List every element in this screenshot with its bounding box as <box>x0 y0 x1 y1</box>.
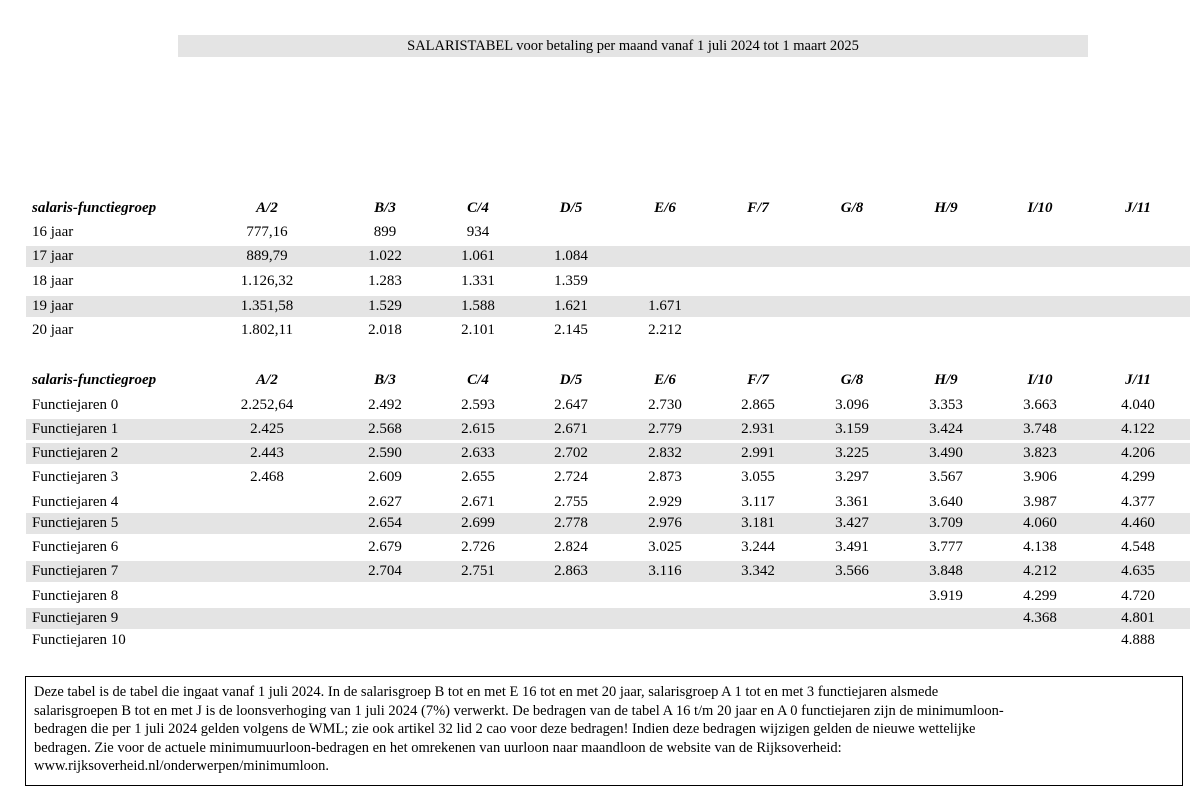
table-row <box>26 271 1190 292</box>
table-row <box>26 492 1190 513</box>
cell-value: 2.724 <box>554 469 588 485</box>
cell-value <box>718 246 798 267</box>
cell-value: 3.709 <box>929 515 963 531</box>
table-row <box>26 467 1190 488</box>
cell-value: 2.671 <box>461 494 495 510</box>
cell-value: 3.987 <box>1023 494 1057 510</box>
cell-value <box>906 246 986 267</box>
note-line: www.rijksoverheid.nl/onderwerpen/minimumloon. <box>34 758 330 774</box>
cell-value: 2.865 <box>741 397 775 413</box>
cell-value <box>906 630 986 651</box>
cell-value: 2.212 <box>648 322 682 338</box>
cell-value: 3.424 <box>929 421 963 437</box>
cell-value: 3.823 <box>1023 445 1057 461</box>
cell-value <box>812 630 892 651</box>
note-line: bedragen. Zie voor de actuele minimumuurloon-bedragen en het omrekenen van uurloon naar maandloon de website van de Rijksoverheid: <box>34 739 842 756</box>
cell-value <box>812 608 892 629</box>
cell-value: A/2 <box>256 200 278 216</box>
cell-value <box>1098 222 1178 243</box>
row-label: 16 jaar <box>32 224 74 240</box>
cell-value: 1.359 <box>554 273 588 289</box>
cell-value: 1.671 <box>648 298 682 314</box>
cell-value <box>1000 246 1080 267</box>
cell-value: 2.873 <box>648 469 682 485</box>
cell-value <box>1000 630 1080 651</box>
cell-value: 4.377 <box>1121 494 1155 510</box>
cell-value <box>227 513 307 534</box>
cell-value: 3.159 <box>835 421 869 437</box>
cell-value: 2.755 <box>554 494 588 510</box>
table-row <box>26 586 1190 607</box>
cell-value: 777,16 <box>246 224 288 240</box>
cell-value: C/4 <box>467 200 489 216</box>
cell-value <box>227 630 307 651</box>
cell-value <box>438 608 518 629</box>
cell-value <box>718 630 798 651</box>
cell-value <box>1000 320 1080 341</box>
row-label: salaris-functiegroep <box>32 200 157 216</box>
cell-value: 2.018 <box>368 322 402 338</box>
cell-value: D/5 <box>559 200 583 216</box>
cell-value: 2.730 <box>648 397 682 413</box>
cell-value: 2.593 <box>461 397 495 413</box>
table-row <box>26 443 1190 464</box>
cell-value: 2.704 <box>368 563 402 579</box>
cell-value: 899 <box>373 224 397 240</box>
cell-value: 3.096 <box>835 397 869 413</box>
note-line: Deze tabel is de tabel die ingaat vanaf 1 juli 2024. In de salarisgroep B tot en met E 16 tot en met 20 jaar, salarisgroep A 1 tot en met 3 functiejaren alsmede <box>34 684 939 700</box>
table-row <box>26 320 1190 341</box>
cell-value <box>227 586 307 607</box>
cell-value: 2.751 <box>461 563 495 579</box>
cell-value: 3.244 <box>741 539 775 555</box>
cell-value <box>718 608 798 629</box>
cell-value: 2.145 <box>554 322 588 338</box>
row-label: 20 jaar <box>32 322 74 338</box>
cell-value: J/11 <box>1125 372 1151 388</box>
cell-value: 3.427 <box>835 515 869 531</box>
cell-value: 2.654 <box>368 515 402 531</box>
cell-value: 2.468 <box>250 469 284 485</box>
cell-value <box>906 320 986 341</box>
cell-value <box>1098 271 1178 292</box>
cell-value: 3.116 <box>648 563 682 579</box>
cell-value: 934 <box>466 224 490 240</box>
cell-value: 2.699 <box>461 515 495 531</box>
page-title: SALARISTABEL voor betaling per maand vanaf 1 juli 2024 tot 1 maart 2025 <box>178 35 1088 57</box>
cell-value: 1.084 <box>554 248 588 264</box>
cell-value: 3.919 <box>929 588 963 604</box>
note-box <box>25 676 1183 786</box>
cell-value: 2.609 <box>368 469 402 485</box>
row-label: Functiejaren 7 <box>32 563 119 579</box>
cell-value: 1.061 <box>461 248 495 264</box>
cell-value: 2.976 <box>648 515 682 531</box>
cell-value: 3.848 <box>929 563 963 579</box>
cell-value: H/9 <box>934 200 958 216</box>
row-label: Functiejaren 1 <box>32 421 119 437</box>
cell-value: 4.720 <box>1121 588 1155 604</box>
cell-value: 2.627 <box>368 494 402 510</box>
table-header <box>26 370 1190 391</box>
cell-value <box>718 586 798 607</box>
table-row <box>26 537 1190 558</box>
note-line: bedragen die per 1 juli 2024 gelden volgens de WML; zie ook artikel 32 lid 2 cao voor deze bedragen! Indien deze bedragen wijzigen gelden de nieuwe wettelijke <box>34 721 976 737</box>
cell-value: F/7 <box>747 200 769 216</box>
table-row <box>26 395 1190 416</box>
cell-value <box>227 608 307 629</box>
cell-value: 4.299 <box>1121 469 1155 485</box>
cell-value <box>1000 222 1080 243</box>
row-label: 18 jaar <box>32 273 74 289</box>
cell-value <box>906 296 986 317</box>
cell-value: 4.060 <box>1023 515 1057 531</box>
cell-value <box>718 271 798 292</box>
cell-value: 3.567 <box>929 469 963 485</box>
cell-value: 1.529 <box>368 298 402 314</box>
row-label: Functiejaren 10 <box>32 632 126 648</box>
cell-value: 4.801 <box>1121 610 1155 626</box>
cell-value <box>345 586 425 607</box>
cell-value: 1.283 <box>368 273 402 289</box>
cell-value: 3.025 <box>648 539 682 555</box>
row-label: Functiejaren 3 <box>32 469 119 485</box>
cell-value <box>1000 296 1080 317</box>
table-row <box>26 246 1190 267</box>
cell-value: 3.663 <box>1023 397 1057 413</box>
cell-value: 2.929 <box>648 494 682 510</box>
cell-value: 3.490 <box>929 445 963 461</box>
cell-value: 2.633 <box>461 445 495 461</box>
cell-value: 1.802,11 <box>241 322 293 338</box>
cell-value <box>625 222 705 243</box>
cell-value <box>227 537 307 558</box>
cell-value <box>531 630 611 651</box>
row-label: Functiejaren 8 <box>32 588 119 604</box>
row-label: Functiejaren 6 <box>32 539 119 555</box>
row-label: salaris-functiegroep <box>32 372 157 388</box>
cell-value: 2.647 <box>554 397 588 413</box>
cell-value: 2.590 <box>368 445 402 461</box>
cell-value: 2.931 <box>741 421 775 437</box>
cell-value: 3.225 <box>835 445 869 461</box>
cell-value: 3.491 <box>835 539 869 555</box>
cell-value: B/3 <box>374 200 396 216</box>
table-row <box>26 513 1190 534</box>
cell-value <box>812 586 892 607</box>
cell-value: 2.492 <box>368 397 402 413</box>
table-row <box>26 296 1190 317</box>
cell-value <box>345 630 425 651</box>
cell-value: 3.748 <box>1023 421 1057 437</box>
cell-value: E/6 <box>654 372 676 388</box>
row-label: Functiejaren 2 <box>32 445 119 461</box>
cell-value <box>812 296 892 317</box>
cell-value: 3.117 <box>741 494 775 510</box>
cell-value: 2.443 <box>250 445 284 461</box>
cell-value <box>625 586 705 607</box>
cell-value: 2.671 <box>554 421 588 437</box>
cell-value: 2.863 <box>554 563 588 579</box>
cell-value <box>531 586 611 607</box>
cell-value: A/2 <box>256 372 278 388</box>
cell-value: 4.040 <box>1121 397 1155 413</box>
cell-value: 4.548 <box>1121 539 1155 555</box>
note-line: salarisgroepen B tot en met J is de loonsverhoging van 1 juli 2024 (7%) verwerkt. De bedragen van de tabel A 16 t/m 20 jaar en A 0 functiejaren zijn de minimumloon- <box>34 702 1004 719</box>
cell-value <box>438 630 518 651</box>
cell-value <box>1000 271 1080 292</box>
cell-value: 1.331 <box>461 273 495 289</box>
cell-value <box>625 271 705 292</box>
cell-value <box>1098 296 1178 317</box>
cell-value <box>438 586 518 607</box>
cell-value: 4.368 <box>1023 610 1057 626</box>
cell-value: 3.342 <box>741 563 775 579</box>
cell-value <box>531 608 611 629</box>
cell-value <box>906 271 986 292</box>
cell-value: B/3 <box>374 372 396 388</box>
cell-value <box>812 246 892 267</box>
cell-value <box>345 608 425 629</box>
cell-value: 3.181 <box>741 515 775 531</box>
cell-value: 3.055 <box>741 469 775 485</box>
cell-value: 2.832 <box>648 445 682 461</box>
cell-value: 1.621 <box>554 298 588 314</box>
cell-value: G/8 <box>840 372 864 388</box>
cell-value: 2.726 <box>461 539 495 555</box>
cell-value: 4.460 <box>1121 515 1155 531</box>
cell-value: C/4 <box>467 372 489 388</box>
cell-value: 2.679 <box>368 539 402 555</box>
cell-value <box>718 222 798 243</box>
table-row <box>26 419 1190 440</box>
table-header <box>26 198 1190 219</box>
cell-value <box>812 271 892 292</box>
cell-value: 3.353 <box>929 397 963 413</box>
cell-value: 2.655 <box>461 469 495 485</box>
cell-value: 2.779 <box>648 421 682 437</box>
cell-value <box>227 561 307 582</box>
cell-value: 4.635 <box>1121 563 1155 579</box>
cell-value: 1.126,32 <box>240 273 294 289</box>
cell-value: 3.777 <box>929 539 963 555</box>
cell-value: D/5 <box>559 372 583 388</box>
cell-value: 4.138 <box>1023 539 1057 555</box>
table-row <box>26 608 1190 629</box>
cell-value: I/10 <box>1027 372 1053 388</box>
table-row <box>26 561 1190 582</box>
cell-value <box>625 608 705 629</box>
row-label: Functiejaren 5 <box>32 515 119 531</box>
cell-value: 4.888 <box>1121 632 1155 648</box>
cell-value: 1.351,58 <box>240 298 294 314</box>
cell-value <box>625 246 705 267</box>
cell-value: 3.566 <box>835 563 869 579</box>
cell-value <box>906 222 986 243</box>
cell-value <box>1098 320 1178 341</box>
cell-value: 2.101 <box>461 322 495 338</box>
row-label: Functiejaren 9 <box>32 610 119 626</box>
row-label: Functiejaren 4 <box>32 494 119 510</box>
cell-value <box>625 630 705 651</box>
cell-value: 2.252,64 <box>240 397 294 413</box>
row-label: Functiejaren 0 <box>32 397 119 413</box>
cell-value: 889,79 <box>246 248 288 264</box>
cell-value <box>1098 246 1178 267</box>
cell-value: 1.022 <box>368 248 402 264</box>
cell-value <box>812 320 892 341</box>
table-row <box>26 630 1190 651</box>
cell-value: 2.991 <box>741 445 775 461</box>
row-label: 19 jaar <box>32 298 74 314</box>
cell-value: 1.588 <box>461 298 495 314</box>
cell-value: H/9 <box>934 372 958 388</box>
cell-value: 3.297 <box>835 469 869 485</box>
cell-value: 2.778 <box>554 515 588 531</box>
cell-value: 2.702 <box>554 445 588 461</box>
cell-value: 2.568 <box>368 421 402 437</box>
cell-value: 4.206 <box>1121 445 1155 461</box>
cell-value: 2.425 <box>250 421 284 437</box>
cell-value <box>718 296 798 317</box>
cell-value: 2.615 <box>461 421 495 437</box>
cell-value: 3.361 <box>835 494 869 510</box>
cell-value: E/6 <box>654 200 676 216</box>
cell-value <box>812 222 892 243</box>
cell-value: I/10 <box>1027 200 1053 216</box>
table-row <box>26 222 1190 243</box>
cell-value <box>718 320 798 341</box>
cell-value: 3.906 <box>1023 469 1057 485</box>
cell-value: 2.824 <box>554 539 588 555</box>
cell-value: 4.122 <box>1121 421 1155 437</box>
cell-value: J/11 <box>1125 200 1151 216</box>
cell-value: 4.299 <box>1023 588 1057 604</box>
cell-value: F/7 <box>747 372 769 388</box>
cell-value: 3.640 <box>929 494 963 510</box>
cell-value: G/8 <box>840 200 864 216</box>
cell-value <box>227 492 307 513</box>
cell-value: 4.212 <box>1023 563 1057 579</box>
cell-value <box>906 608 986 629</box>
row-label: 17 jaar <box>32 248 74 264</box>
cell-value <box>531 222 611 243</box>
